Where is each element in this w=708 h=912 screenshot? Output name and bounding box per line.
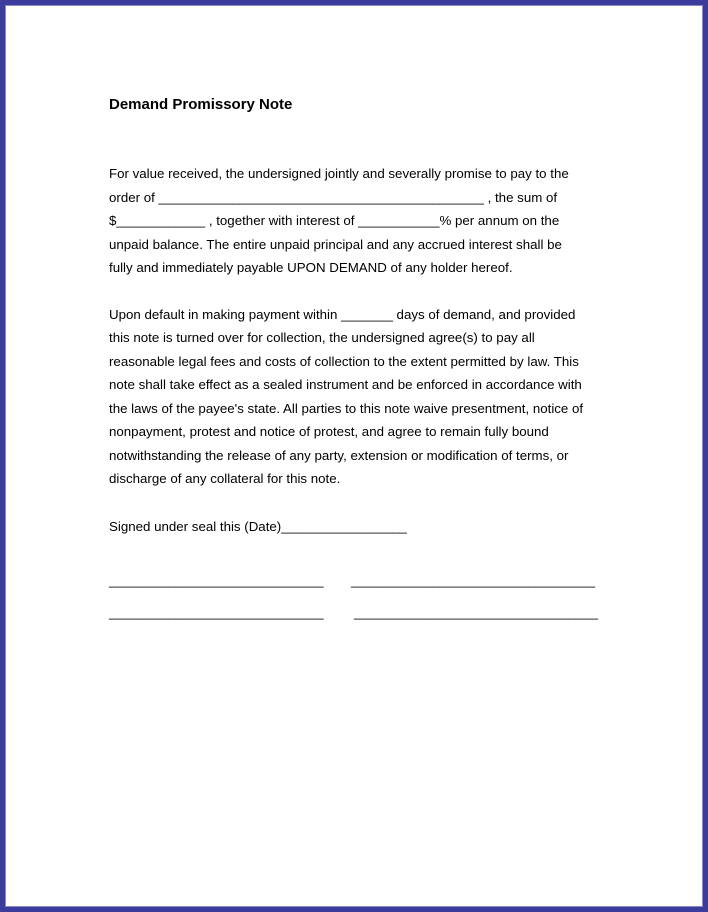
text-line: notwithstanding the release of any party, extension or modification of terms, or	[109, 447, 569, 463]
signature-line-left: _____________________________	[109, 605, 324, 620]
text-line: discharge of any collateral for this note.	[109, 471, 341, 486]
signature-line-left: _____________________________	[109, 573, 324, 588]
paragraph-terms	[109, 162, 609, 280]
text-line: order of ____________________________________________ , the sum of	[109, 189, 558, 205]
document-page	[109, 95, 609, 635]
document-title: Demand Promissory Note	[109, 96, 293, 113]
text-line: $____________ , together with interest of ___________% per annum on the	[109, 213, 560, 228]
signature-row	[109, 571, 609, 603]
text-line: unpaid balance. The entire unpaid principal and any accrued interest shall be	[109, 236, 562, 252]
text-line: reasonable legal fees and costs of collection to the extent permitted by law. This	[109, 353, 579, 369]
paragraph-default	[109, 303, 609, 491]
text-line: nonpayment, protest and notice of protest, and agree to remain fully bound	[109, 424, 549, 439]
signature-row	[109, 603, 609, 635]
text-line: note shall take effect as a sealed instrument and be enforced in accordance with	[109, 377, 582, 392]
signed-date-line: Signed under seal this (Date)_________________	[109, 518, 407, 534]
text-line: For value received, the undersigned jointly and severally promise to pay to the	[109, 166, 569, 181]
signature-lines	[109, 571, 609, 635]
signature-line-right: _________________________________	[351, 573, 596, 588]
text-line: Upon default in making payment within _______ days of demand, and provided	[109, 306, 576, 322]
text-line: this note is turned over for collection, the undersigned agree(s) to pay all	[109, 330, 535, 345]
text-line: the laws of the payee's state. All parties to this note waive presentment, notice of	[109, 400, 584, 416]
signature-line-right: _________________________________	[354, 605, 599, 620]
text-line: fully and immediately payable UPON DEMAND of any holder hereof.	[109, 260, 513, 275]
